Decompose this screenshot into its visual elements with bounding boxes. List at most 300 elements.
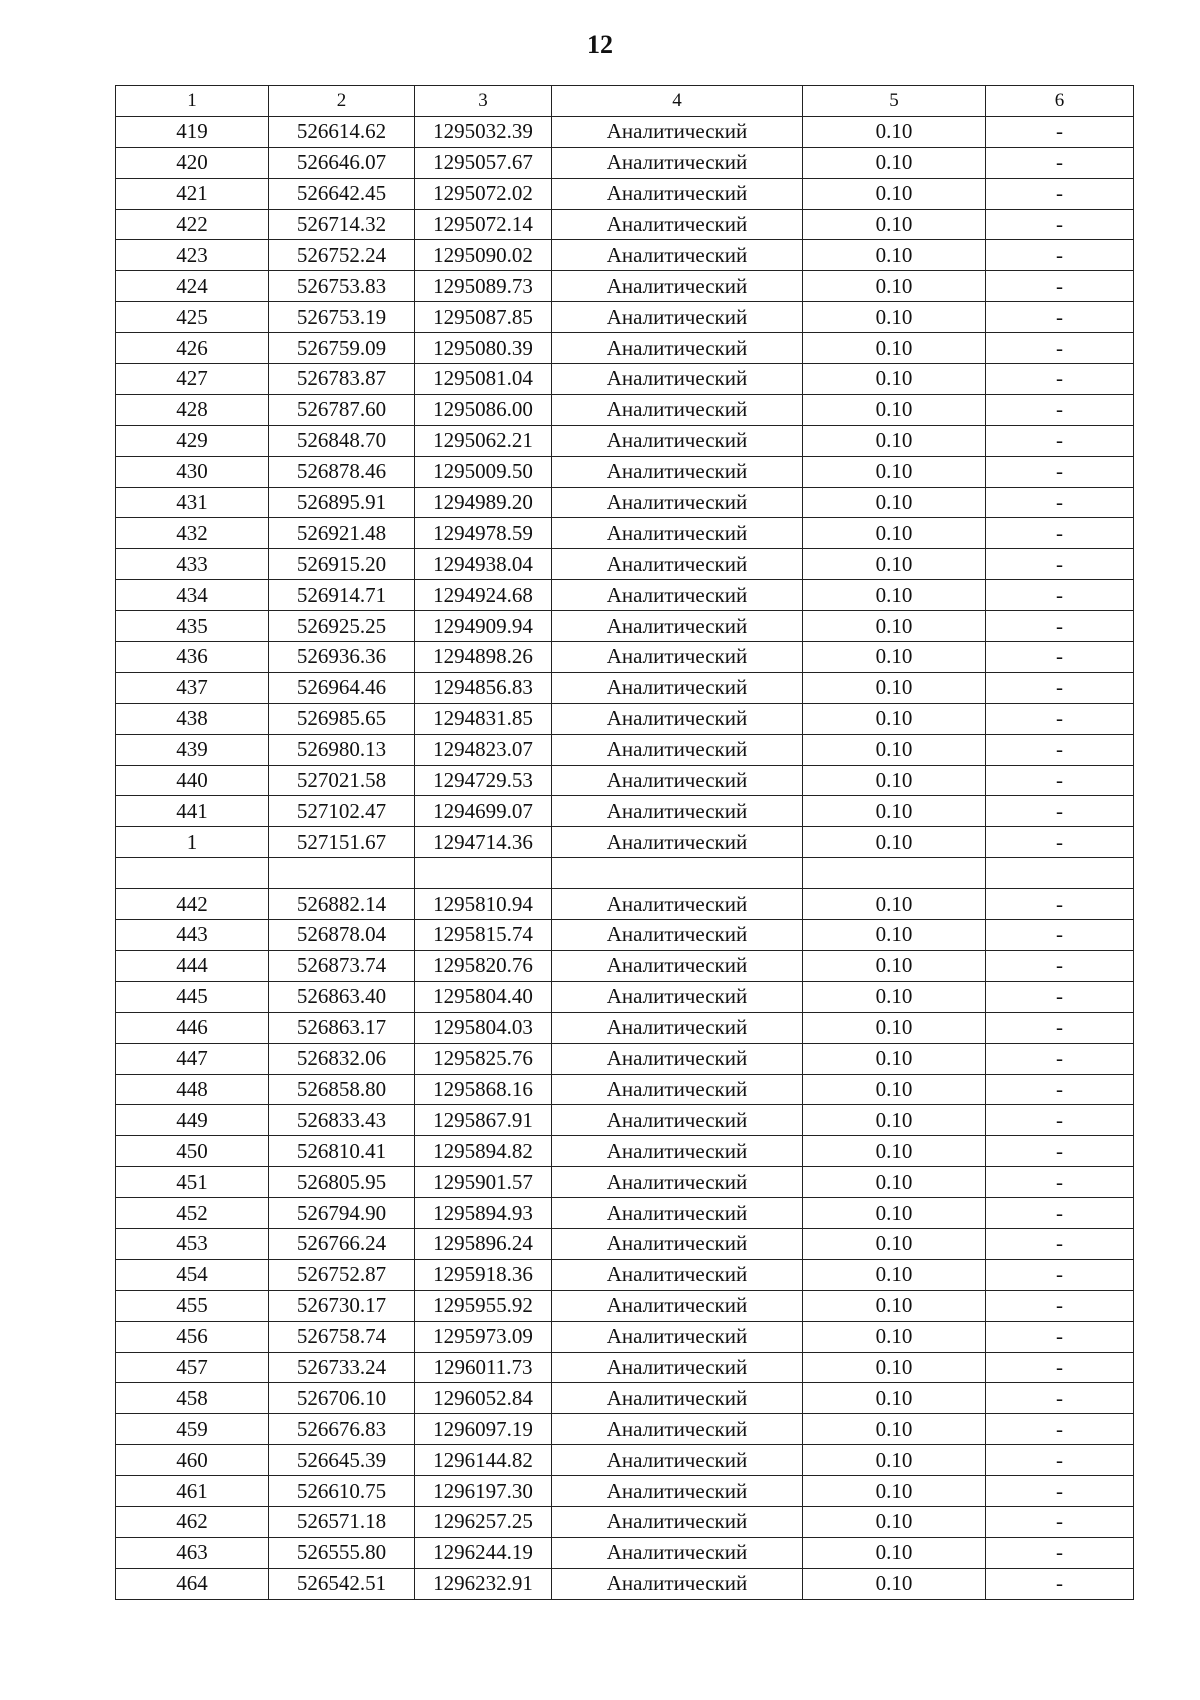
point-number-cell: 455 — [116, 1290, 269, 1321]
table-row — [116, 1043, 1134, 1074]
table-row — [116, 271, 1134, 302]
accuracy-cell: 0.10 — [803, 333, 986, 364]
description-cell: - — [986, 796, 1134, 827]
method-cell: Аналитический — [552, 240, 803, 271]
accuracy-cell: 0.10 — [803, 827, 986, 858]
description-cell: - — [986, 1198, 1134, 1229]
accuracy-cell: 0.10 — [803, 1537, 986, 1568]
y-coordinate-cell: 1295009.50 — [415, 456, 552, 487]
x-coordinate-cell: 526810.41 — [269, 1136, 415, 1167]
accuracy-cell: 0.10 — [803, 271, 986, 302]
accuracy-cell: 0.10 — [803, 796, 986, 827]
x-coordinate-cell: 526863.40 — [269, 981, 415, 1012]
point-number-cell: 435 — [116, 611, 269, 642]
description-cell: - — [986, 1105, 1134, 1136]
x-coordinate-cell: 526706.10 — [269, 1383, 415, 1414]
x-coordinate-cell: 526936.36 — [269, 642, 415, 673]
accuracy-cell: 0.10 — [803, 765, 986, 796]
point-number-cell: 426 — [116, 333, 269, 364]
point-number-cell: 442 — [116, 889, 269, 920]
y-coordinate-cell: 1295081.04 — [415, 364, 552, 395]
accuracy-cell: 0.10 — [803, 672, 986, 703]
method-cell: Аналитический — [552, 456, 803, 487]
column-header: 6 — [986, 86, 1134, 117]
x-coordinate-cell: 527102.47 — [269, 796, 415, 827]
accuracy-cell: 0.10 — [803, 549, 986, 580]
description-cell: - — [986, 920, 1134, 951]
table-row — [116, 1537, 1134, 1568]
point-number-cell: 446 — [116, 1012, 269, 1043]
x-coordinate-cell: 526895.91 — [269, 487, 415, 518]
accuracy-cell: 0.10 — [803, 425, 986, 456]
table-row — [116, 1383, 1134, 1414]
table-row — [116, 1506, 1134, 1537]
method-cell — [552, 858, 803, 889]
point-number-cell: 423 — [116, 240, 269, 271]
method-cell: Аналитический — [552, 1228, 803, 1259]
accuracy-cell: 0.10 — [803, 981, 986, 1012]
x-coordinate-cell: 527021.58 — [269, 765, 415, 796]
table-row — [116, 580, 1134, 611]
description-cell: - — [986, 734, 1134, 765]
y-coordinate-cell: 1294938.04 — [415, 549, 552, 580]
description-cell: - — [986, 425, 1134, 456]
accuracy-cell: 0.10 — [803, 1167, 986, 1198]
y-coordinate-cell: 1296232.91 — [415, 1568, 552, 1599]
x-coordinate-cell: 526610.75 — [269, 1476, 415, 1507]
accuracy-cell: 0.10 — [803, 580, 986, 611]
y-coordinate-cell: 1296244.19 — [415, 1537, 552, 1568]
y-coordinate-cell: 1295896.24 — [415, 1228, 552, 1259]
method-cell: Аналитический — [552, 1352, 803, 1383]
method-cell: Аналитический — [552, 703, 803, 734]
x-coordinate-cell: 526752.87 — [269, 1259, 415, 1290]
x-coordinate-cell: 526642.45 — [269, 178, 415, 209]
table-row — [116, 765, 1134, 796]
method-cell: Аналитический — [552, 518, 803, 549]
accuracy-cell — [803, 858, 986, 889]
point-number-cell: 452 — [116, 1198, 269, 1229]
x-coordinate-cell: 526614.62 — [269, 116, 415, 147]
point-number-cell: 462 — [116, 1506, 269, 1537]
table-row — [116, 178, 1134, 209]
table-row — [116, 425, 1134, 456]
point-number-cell: 441 — [116, 796, 269, 827]
method-cell: Аналитический — [552, 1105, 803, 1136]
x-coordinate-cell: 526873.74 — [269, 950, 415, 981]
method-cell: Аналитический — [552, 1568, 803, 1599]
column-header: 1 — [116, 86, 269, 117]
table-body — [116, 116, 1134, 1599]
method-cell: Аналитический — [552, 1414, 803, 1445]
point-number-cell: 425 — [116, 302, 269, 333]
x-coordinate-cell: 526921.48 — [269, 518, 415, 549]
x-coordinate-cell: 526914.71 — [269, 580, 415, 611]
description-cell: - — [986, 394, 1134, 425]
x-coordinate-cell: 526542.51 — [269, 1568, 415, 1599]
description-cell: - — [986, 1537, 1134, 1568]
y-coordinate-cell: 1294714.36 — [415, 827, 552, 858]
x-coordinate-cell: 526985.65 — [269, 703, 415, 734]
method-cell: Аналитический — [552, 487, 803, 518]
accuracy-cell: 0.10 — [803, 1259, 986, 1290]
point-number-cell: 433 — [116, 549, 269, 580]
table-row — [116, 302, 1134, 333]
method-cell: Аналитический — [552, 394, 803, 425]
table-row — [116, 394, 1134, 425]
point-number-cell: 439 — [116, 734, 269, 765]
point-number-cell: 453 — [116, 1228, 269, 1259]
x-coordinate-cell: 526555.80 — [269, 1537, 415, 1568]
y-coordinate-cell: 1295894.82 — [415, 1136, 552, 1167]
y-coordinate-cell: 1295086.00 — [415, 394, 552, 425]
method-cell: Аналитический — [552, 333, 803, 364]
point-number-cell: 449 — [116, 1105, 269, 1136]
point-number-cell: 443 — [116, 920, 269, 951]
x-coordinate-cell: 526858.80 — [269, 1074, 415, 1105]
x-coordinate-cell: 526832.06 — [269, 1043, 415, 1074]
y-coordinate-cell: 1295089.73 — [415, 271, 552, 302]
accuracy-cell: 0.10 — [803, 1105, 986, 1136]
y-coordinate-cell: 1295955.92 — [415, 1290, 552, 1321]
method-cell: Аналитический — [552, 950, 803, 981]
y-coordinate-cell: 1296144.82 — [415, 1445, 552, 1476]
x-coordinate-cell: 527151.67 — [269, 827, 415, 858]
description-cell: - — [986, 1290, 1134, 1321]
table-row — [116, 889, 1134, 920]
point-number-cell: 448 — [116, 1074, 269, 1105]
method-cell: Аналитический — [552, 611, 803, 642]
point-number-cell: 430 — [116, 456, 269, 487]
description-cell: - — [986, 487, 1134, 518]
x-coordinate-cell: 526925.25 — [269, 611, 415, 642]
method-cell: Аналитический — [552, 642, 803, 673]
method-cell: Аналитический — [552, 425, 803, 456]
method-cell: Аналитический — [552, 1259, 803, 1290]
method-cell: Аналитический — [552, 889, 803, 920]
point-number-cell: 424 — [116, 271, 269, 302]
point-number-cell: 463 — [116, 1537, 269, 1568]
y-coordinate-cell: 1294898.26 — [415, 642, 552, 673]
description-cell — [986, 858, 1134, 889]
table-row — [116, 858, 1134, 889]
method-cell: Аналитический — [552, 1290, 803, 1321]
description-cell: - — [986, 981, 1134, 1012]
column-header: 4 — [552, 86, 803, 117]
y-coordinate-cell: 1295032.39 — [415, 116, 552, 147]
accuracy-cell: 0.10 — [803, 487, 986, 518]
table-row — [116, 1290, 1134, 1321]
method-cell: Аналитический — [552, 1043, 803, 1074]
accuracy-cell: 0.10 — [803, 1198, 986, 1229]
method-cell: Аналитический — [552, 271, 803, 302]
method-cell: Аналитический — [552, 1506, 803, 1537]
description-cell: - — [986, 1074, 1134, 1105]
point-number-cell: 434 — [116, 580, 269, 611]
description-cell: - — [986, 364, 1134, 395]
y-coordinate-cell: 1294856.83 — [415, 672, 552, 703]
description-cell: - — [986, 178, 1134, 209]
point-number-cell: 429 — [116, 425, 269, 456]
x-coordinate-cell: 526714.32 — [269, 209, 415, 240]
x-coordinate-cell: 526833.43 — [269, 1105, 415, 1136]
y-coordinate-cell: 1295894.93 — [415, 1198, 552, 1229]
description-cell: - — [986, 147, 1134, 178]
table-row — [116, 981, 1134, 1012]
accuracy-cell: 0.10 — [803, 1321, 986, 1352]
method-cell: Аналитический — [552, 981, 803, 1012]
x-coordinate-cell: 526794.90 — [269, 1198, 415, 1229]
description-cell: - — [986, 1167, 1134, 1198]
accuracy-cell: 0.10 — [803, 1352, 986, 1383]
table-row — [116, 1476, 1134, 1507]
accuracy-cell: 0.10 — [803, 1043, 986, 1074]
accuracy-cell: 0.10 — [803, 394, 986, 425]
point-number-cell: 461 — [116, 1476, 269, 1507]
description-cell: - — [986, 672, 1134, 703]
method-cell: Аналитический — [552, 178, 803, 209]
accuracy-cell: 0.10 — [803, 1290, 986, 1321]
description-cell: - — [986, 765, 1134, 796]
y-coordinate-cell: 1295062.21 — [415, 425, 552, 456]
y-coordinate-cell: 1295820.76 — [415, 950, 552, 981]
description-cell: - — [986, 1012, 1134, 1043]
x-coordinate-cell: 526848.70 — [269, 425, 415, 456]
y-coordinate-cell: 1296097.19 — [415, 1414, 552, 1445]
description-cell: - — [986, 1476, 1134, 1507]
accuracy-cell: 0.10 — [803, 240, 986, 271]
x-coordinate-cell: 526882.14 — [269, 889, 415, 920]
table-row — [116, 1352, 1134, 1383]
point-number-cell: 422 — [116, 209, 269, 240]
accuracy-cell: 0.10 — [803, 1383, 986, 1414]
table-row — [116, 1136, 1134, 1167]
description-cell: - — [986, 1568, 1134, 1599]
table-row — [116, 796, 1134, 827]
x-coordinate-cell: 526645.39 — [269, 1445, 415, 1476]
method-cell: Аналитический — [552, 1383, 803, 1414]
x-coordinate-cell: 526964.46 — [269, 672, 415, 703]
table-row — [116, 611, 1134, 642]
method-cell: Аналитический — [552, 580, 803, 611]
accuracy-cell: 0.10 — [803, 703, 986, 734]
method-cell: Аналитический — [552, 147, 803, 178]
table-row — [116, 950, 1134, 981]
table-row — [116, 734, 1134, 765]
description-cell: - — [986, 271, 1134, 302]
table-row — [116, 116, 1134, 147]
description-cell: - — [986, 611, 1134, 642]
accuracy-cell: 0.10 — [803, 734, 986, 765]
description-cell: - — [986, 518, 1134, 549]
x-coordinate-cell: 526676.83 — [269, 1414, 415, 1445]
y-coordinate-cell: 1294989.20 — [415, 487, 552, 518]
table-row — [116, 147, 1134, 178]
description-cell: - — [986, 1383, 1134, 1414]
accuracy-cell: 0.10 — [803, 1414, 986, 1445]
description-cell: - — [986, 1228, 1134, 1259]
method-cell: Аналитический — [552, 1445, 803, 1476]
accuracy-cell: 0.10 — [803, 1074, 986, 1105]
x-coordinate-cell: 526805.95 — [269, 1167, 415, 1198]
y-coordinate-cell: 1295087.85 — [415, 302, 552, 333]
table-row — [116, 920, 1134, 951]
y-coordinate-cell: 1294924.68 — [415, 580, 552, 611]
y-coordinate-cell: 1294978.59 — [415, 518, 552, 549]
coordinates-table — [115, 85, 1134, 1600]
y-coordinate-cell: 1295815.74 — [415, 920, 552, 951]
y-coordinate-cell: 1295090.02 — [415, 240, 552, 271]
point-number-cell: 457 — [116, 1352, 269, 1383]
method-cell: Аналитический — [552, 1136, 803, 1167]
x-coordinate-cell: 526753.19 — [269, 302, 415, 333]
x-coordinate-cell: 526646.07 — [269, 147, 415, 178]
point-number-cell: 437 — [116, 672, 269, 703]
method-cell: Аналитический — [552, 1198, 803, 1229]
method-cell: Аналитический — [552, 1074, 803, 1105]
table-row — [116, 642, 1134, 673]
y-coordinate-cell: 1296257.25 — [415, 1506, 552, 1537]
accuracy-cell: 0.10 — [803, 950, 986, 981]
table-row — [116, 1321, 1134, 1352]
accuracy-cell: 0.10 — [803, 1568, 986, 1599]
point-number-cell: 445 — [116, 981, 269, 1012]
table-row — [116, 703, 1134, 734]
point-number-cell: 451 — [116, 1167, 269, 1198]
point-number-cell: 460 — [116, 1445, 269, 1476]
y-coordinate-cell: 1295810.94 — [415, 889, 552, 920]
y-coordinate-cell: 1295867.91 — [415, 1105, 552, 1136]
table-row — [116, 1228, 1134, 1259]
description-cell: - — [986, 1321, 1134, 1352]
description-cell: - — [986, 302, 1134, 333]
x-coordinate-cell: 526753.83 — [269, 271, 415, 302]
point-number-cell: 450 — [116, 1136, 269, 1167]
table-row — [116, 240, 1134, 271]
x-coordinate-cell: 526863.17 — [269, 1012, 415, 1043]
page-number: 12 — [587, 30, 613, 59]
description-cell: - — [986, 703, 1134, 734]
y-coordinate-cell: 1295057.67 — [415, 147, 552, 178]
y-coordinate-cell: 1295072.02 — [415, 178, 552, 209]
y-coordinate-cell: 1296197.30 — [415, 1476, 552, 1507]
description-cell: - — [986, 549, 1134, 580]
point-number-cell: 420 — [116, 147, 269, 178]
table-row — [116, 456, 1134, 487]
x-coordinate-cell: 526759.09 — [269, 333, 415, 364]
y-coordinate-cell: 1295918.36 — [415, 1259, 552, 1290]
x-coordinate-cell: 526733.24 — [269, 1352, 415, 1383]
y-coordinate-cell — [415, 858, 552, 889]
point-number-cell — [116, 858, 269, 889]
x-coordinate-cell: 526980.13 — [269, 734, 415, 765]
method-cell: Аналитический — [552, 549, 803, 580]
x-coordinate-cell: 526878.04 — [269, 920, 415, 951]
table-row — [116, 1074, 1134, 1105]
point-number-cell: 438 — [116, 703, 269, 734]
table-header-row — [116, 86, 1134, 117]
accuracy-cell: 0.10 — [803, 1445, 986, 1476]
description-cell: - — [986, 1136, 1134, 1167]
description-cell: - — [986, 240, 1134, 271]
y-coordinate-cell: 1294823.07 — [415, 734, 552, 765]
method-cell: Аналитический — [552, 920, 803, 951]
description-cell: - — [986, 1506, 1134, 1537]
point-number-cell: 440 — [116, 765, 269, 796]
accuracy-cell: 0.10 — [803, 611, 986, 642]
table-row — [116, 1259, 1134, 1290]
x-coordinate-cell: 526878.46 — [269, 456, 415, 487]
column-header: 3 — [415, 86, 552, 117]
method-cell: Аналитический — [552, 116, 803, 147]
x-coordinate-cell: 526571.18 — [269, 1506, 415, 1537]
accuracy-cell: 0.10 — [803, 920, 986, 951]
accuracy-cell: 0.10 — [803, 209, 986, 240]
accuracy-cell: 0.10 — [803, 1136, 986, 1167]
method-cell: Аналитический — [552, 364, 803, 395]
description-cell: - — [986, 950, 1134, 981]
accuracy-cell: 0.10 — [803, 456, 986, 487]
method-cell: Аналитический — [552, 302, 803, 333]
x-coordinate-cell: 526783.87 — [269, 364, 415, 395]
point-number-cell: 428 — [116, 394, 269, 425]
description-cell: - — [986, 642, 1134, 673]
point-number-cell: 421 — [116, 178, 269, 209]
accuracy-cell: 0.10 — [803, 1012, 986, 1043]
point-number-cell: 431 — [116, 487, 269, 518]
y-coordinate-cell: 1294831.85 — [415, 703, 552, 734]
y-coordinate-cell: 1295804.40 — [415, 981, 552, 1012]
accuracy-cell: 0.10 — [803, 1506, 986, 1537]
table-row — [116, 1198, 1134, 1229]
point-number-cell: 436 — [116, 642, 269, 673]
accuracy-cell: 0.10 — [803, 518, 986, 549]
point-number-cell: 456 — [116, 1321, 269, 1352]
description-cell: - — [986, 827, 1134, 858]
table-row — [116, 1167, 1134, 1198]
x-coordinate-cell: 526915.20 — [269, 549, 415, 580]
table-row — [116, 333, 1134, 364]
method-cell: Аналитический — [552, 1012, 803, 1043]
point-number-cell: 432 — [116, 518, 269, 549]
description-cell: - — [986, 1352, 1134, 1383]
point-number-cell: 419 — [116, 116, 269, 147]
y-coordinate-cell: 1295825.76 — [415, 1043, 552, 1074]
description-cell: - — [986, 1414, 1134, 1445]
description-cell: - — [986, 1043, 1134, 1074]
y-coordinate-cell: 1294729.53 — [415, 765, 552, 796]
table-row — [116, 549, 1134, 580]
accuracy-cell: 0.10 — [803, 178, 986, 209]
column-header: 2 — [269, 86, 415, 117]
y-coordinate-cell: 1295901.57 — [415, 1167, 552, 1198]
method-cell: Аналитический — [552, 1476, 803, 1507]
y-coordinate-cell: 1294909.94 — [415, 611, 552, 642]
table-row — [116, 827, 1134, 858]
table-row — [116, 1414, 1134, 1445]
method-cell: Аналитический — [552, 1321, 803, 1352]
point-number-cell: 444 — [116, 950, 269, 981]
method-cell: Аналитический — [552, 765, 803, 796]
description-cell: - — [986, 1445, 1134, 1476]
y-coordinate-cell: 1295080.39 — [415, 333, 552, 364]
method-cell: Аналитический — [552, 209, 803, 240]
accuracy-cell: 0.10 — [803, 116, 986, 147]
description-cell: - — [986, 456, 1134, 487]
column-header: 5 — [803, 86, 986, 117]
point-number-cell: 459 — [116, 1414, 269, 1445]
accuracy-cell: 0.10 — [803, 642, 986, 673]
